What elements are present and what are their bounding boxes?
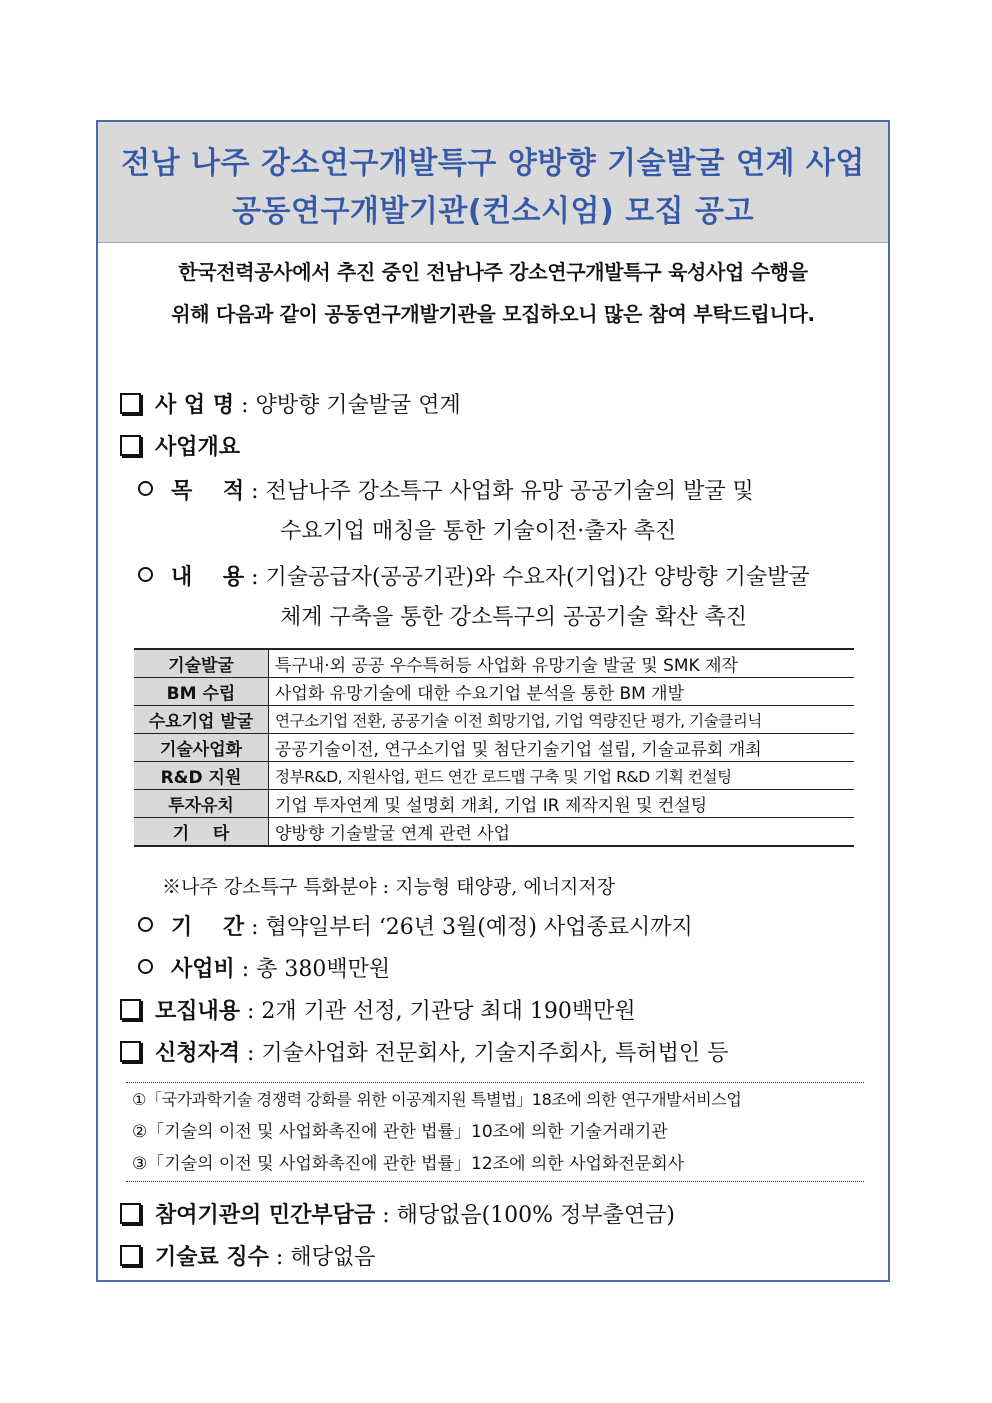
circle-bullet-icon bbox=[138, 481, 153, 496]
budget-row bbox=[138, 952, 390, 983]
table-row bbox=[134, 649, 854, 678]
private-share-label: 참여기관의 민간부담금 bbox=[155, 1202, 376, 1228]
checkbox-icon bbox=[120, 1245, 141, 1266]
legal-item: ②「기술의 이전 및 사업화촉진에 관한 법률」10조에 의한 기술거래기관 bbox=[132, 1122, 668, 1142]
page-subtitle: 공동연구개발기관(컨소시엄) 모집 공고 bbox=[232, 194, 754, 229]
tech-fee-label: 기술료 징수 bbox=[155, 1244, 269, 1270]
legal-item: ①「국가과학기술 경쟁력 강화를 위한 이공계지원 특별법」18조에 의한 연구개발서비스업 bbox=[132, 1090, 742, 1109]
overview-row bbox=[120, 430, 240, 461]
table-desc-cell: 사업화 유망기술에 대한 수요기업 분석을 통한 BM 개발 bbox=[269, 678, 855, 706]
title-box bbox=[98, 122, 888, 243]
budget-value: : 총 380백만원 bbox=[241, 957, 391, 982]
checkbox-icon bbox=[120, 999, 141, 1020]
intro-line-2: 위해 다음과 같이 공동연구개발기관을 모집하오니 많은 참여 부탁드립니다. bbox=[171, 302, 815, 326]
purpose-line-2: 수요기업 매칭을 통한 기술이전·출자 촉진 bbox=[280, 519, 677, 544]
purpose-label: 목 적 bbox=[171, 478, 245, 504]
purpose-row bbox=[138, 474, 754, 505]
tech-fee-value: : 해당없음 bbox=[275, 1245, 376, 1270]
table-row bbox=[134, 706, 854, 734]
content-row bbox=[138, 560, 810, 591]
recruit-value: : 2개 기관 선정, 기관당 최대 190백만원 bbox=[247, 999, 636, 1024]
period-label: 기 간 bbox=[171, 914, 245, 940]
content-label: 내 용 bbox=[171, 564, 245, 590]
project-name-label: 사 업 명 bbox=[155, 392, 235, 418]
eligibility-label: 신청자격 bbox=[155, 1040, 241, 1066]
tech-fee-row bbox=[120, 1240, 375, 1271]
period-value: : 협약일부터 ‘26년 3월(예정) 사업종료시까지 bbox=[251, 915, 693, 940]
table-head-cell: 투자유치 bbox=[134, 790, 269, 818]
table-desc-cell: 공공기술이전, 연구소기업 및 첨단기술기업 설립, 기술교류회 개최 bbox=[269, 734, 855, 762]
table-row bbox=[134, 818, 854, 847]
table-head-cell: 수요기업 발굴 bbox=[134, 706, 269, 734]
table-desc-cell: 양방향 기술발굴 연계 관련 사업 bbox=[269, 818, 855, 847]
table-desc-cell: 기업 투자연계 및 설명회 개최, 기업 IR 제작지원 및 컨설팅 bbox=[269, 790, 855, 818]
eligibility-row bbox=[120, 1036, 728, 1067]
content-line-1: : 기술공급자(공공기관)와 수요자(기업)간 양방향 기술발굴 bbox=[251, 565, 810, 590]
checkbox-icon bbox=[120, 435, 141, 456]
circle-bullet-icon bbox=[138, 567, 153, 582]
budget-label: 사업비 bbox=[171, 956, 235, 982]
page-title: 전남 나주 강소연구개발특구 양방향 기술발굴 연계 사업 bbox=[121, 146, 865, 181]
eligibility-value: : 기술사업화 전문회사, 기술지주회사, 특허법인 등 bbox=[247, 1041, 729, 1066]
legal-item: ③「기술의 이전 및 사업화촉진에 관한 법률」12조에 의한 사업화전문회사 bbox=[132, 1154, 685, 1174]
checkbox-icon bbox=[120, 1041, 141, 1062]
table-desc-cell: 특구내·외 공공 우수특허등 사업화 유망기술 발굴 및 SMK 제작 bbox=[269, 649, 855, 678]
notice-frame bbox=[96, 120, 890, 1282]
table-row bbox=[134, 734, 854, 762]
table-row bbox=[134, 762, 854, 790]
table-row bbox=[134, 678, 854, 706]
table-desc-cell: 연구소기업 전환, 공공기술 이전 희망기업, 기업 역량진단 평가, 기술클리닉 bbox=[269, 706, 855, 734]
specialization-note: ※나주 강소특구 특화분야 : 지능형 태양광, 에너지저장 bbox=[162, 876, 616, 898]
recruit-row bbox=[120, 994, 636, 1025]
table-head-cell: BM 수립 bbox=[134, 678, 269, 706]
table-head-cell: R&D 지원 bbox=[134, 762, 269, 790]
content-line-2: 체계 구축을 통한 강소특구의 공공기술 확산 촉진 bbox=[280, 605, 748, 630]
checkbox-icon bbox=[120, 393, 141, 414]
table-desc-cell: 정부R&D, 지원사업, 펀드 연간 로드맵 구축 및 기업 R&D 기획 컨설팅 bbox=[269, 762, 855, 790]
purpose-line-1: : 전남나주 강소특구 사업화 유망 공공기술의 발굴 및 bbox=[251, 479, 754, 504]
private-share-value: : 해당없음(100% 정부출연금) bbox=[382, 1203, 675, 1228]
recruit-label: 모집내용 bbox=[155, 998, 241, 1024]
program-table bbox=[134, 648, 854, 847]
project-name-value: : 양방향 기술발굴 연계 bbox=[241, 393, 461, 418]
circle-bullet-icon bbox=[138, 959, 153, 974]
checkbox-icon bbox=[120, 1203, 141, 1224]
table-head-cell: 기술사업화 bbox=[134, 734, 269, 762]
table-head-cell: 기 타 bbox=[134, 818, 269, 847]
project-name-row bbox=[120, 388, 461, 419]
eligibility-legal-list bbox=[126, 1082, 864, 1182]
table-row bbox=[134, 790, 854, 818]
circle-bullet-icon bbox=[138, 917, 153, 932]
table-head-cell: 기술발굴 bbox=[134, 649, 269, 678]
overview-label: 사업개요 bbox=[155, 434, 241, 460]
intro-line-1: 한국전력공사에서 추진 중인 전남나주 강소연구개발특구 육성사업 수행을 bbox=[178, 260, 808, 284]
period-row bbox=[138, 910, 693, 941]
private-share-row bbox=[120, 1198, 675, 1229]
